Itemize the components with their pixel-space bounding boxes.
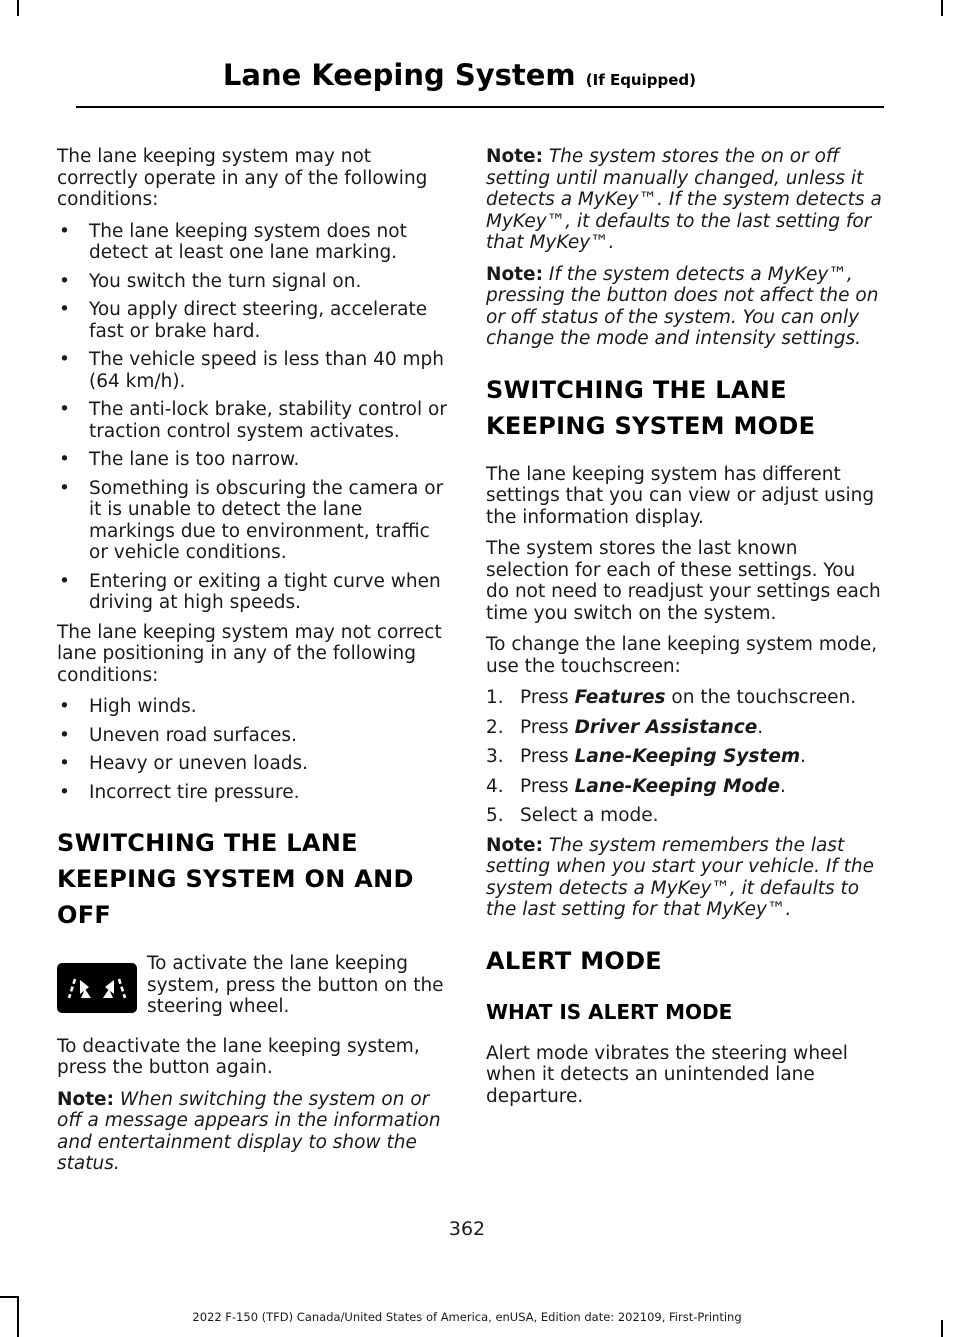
conditions-list-2 bbox=[57, 696, 449, 803]
step-number: 4. bbox=[486, 775, 504, 797]
intro-paragraph-2: The lane keeping system may not correct lane positioning in any of the following conditions: bbox=[57, 621, 442, 686]
step-number: 3. bbox=[486, 746, 504, 767]
page-header bbox=[223, 58, 696, 92]
section-heading-on-off: SWITCHING THE LANE KEEPING SYSTEM ON AND OFF bbox=[57, 829, 414, 929]
step-option: Lane-Keeping Mode bbox=[574, 775, 781, 797]
note-text: The system stores the on or off setting until manually changed, unless it detects a MyKey™. If the system detects a MyKey™, it defaults to the last setting for that MyKey™. bbox=[486, 146, 882, 253]
note-on-off bbox=[57, 1089, 449, 1175]
steps-list bbox=[486, 687, 884, 827]
step-item: 2. Press Driver Assistance. bbox=[486, 716, 764, 738]
conditions-list-1 bbox=[57, 221, 449, 614]
section-heading-alert-mode: ALERT MODE bbox=[486, 946, 662, 975]
corner-mark-bottom-right bbox=[941, 1320, 943, 1337]
note-text: The system remembers the last setting when you start your vehicle. If the system detects a MyKey™, it defaults to the last setting for that MyKey™. bbox=[486, 834, 875, 920]
step-option: Lane-Keeping System bbox=[574, 746, 801, 767]
list-item: • You switch the turn signal on. bbox=[57, 271, 449, 293]
activate-text: To activate the lane keeping system, press the button on the steering wheel. bbox=[147, 953, 444, 1017]
right-column bbox=[486, 146, 884, 1117]
list-item: • Entering or exiting a tight curve when driving at high speeds. bbox=[57, 571, 449, 614]
step-number: 1. bbox=[486, 687, 504, 708]
corner-mark-top-left bbox=[17, 0, 19, 16]
header-subtitle: (If Equipped) bbox=[585, 71, 696, 89]
note-label: Note: bbox=[486, 834, 543, 856]
lane-keeping-icon bbox=[57, 963, 137, 1013]
subsection-heading-what-is-alert-mode: WHAT IS ALERT MODE bbox=[486, 999, 733, 1024]
list-item: • Something is obscuring the camera or it is unable to detect the lane markings due to environment, traffic or vehicle conditions. bbox=[57, 478, 449, 564]
note-mykey-2 bbox=[486, 264, 884, 350]
note-label: Note: bbox=[486, 146, 543, 167]
list-item: • You apply direct steering, accelerate fast or brake hard. bbox=[57, 299, 449, 342]
header-title: Lane Keeping System bbox=[222, 58, 576, 92]
list-item: • The anti-lock brake, stability control or traction control system activates. bbox=[57, 399, 449, 442]
step-number: 2. bbox=[486, 716, 504, 738]
step-item: 1. Press Features on the touchscreen. bbox=[486, 687, 857, 708]
note-label: Note: bbox=[57, 1088, 114, 1110]
step-item: 4. Press Lane-Keeping Mode. bbox=[486, 775, 786, 797]
activate-block bbox=[57, 953, 449, 1018]
list-item: • The lane is too narrow. bbox=[57, 449, 449, 471]
mode-paragraph-3: To change the lane keeping system mode, use the touchscreen: bbox=[486, 634, 878, 677]
list-item: • Incorrect tire pressure. bbox=[57, 782, 449, 804]
page-footer: 2022 F-150 (TFD) Canada/United States of America, enUSA, Edition date: 202109, First-Printing bbox=[192, 1310, 742, 1324]
page-number: 362 bbox=[448, 1218, 486, 1240]
step-item: 3. Press Lane-Keeping System. bbox=[486, 746, 807, 767]
mode-paragraph-1: The lane keeping system has different settings that you can view or adjust using the information display. bbox=[486, 463, 875, 528]
deactivate-text: To deactivate the lane keeping system, press the button again. bbox=[57, 1035, 420, 1078]
corner-mark-bottom-left-h bbox=[0, 1296, 19, 1298]
note-label: Note: bbox=[486, 263, 543, 285]
note-remembers bbox=[486, 835, 884, 921]
section-heading-mode: SWITCHING THE LANE KEEPING SYSTEM MODE bbox=[486, 375, 816, 440]
list-item: • The lane keeping system does not detect at least one lane marking. bbox=[57, 221, 449, 264]
alert-mode-paragraph: Alert mode vibrates the steering wheel when it detects an unintended lane departure. bbox=[486, 1042, 848, 1107]
step-option: Driver Assistance bbox=[574, 716, 758, 738]
list-item: • Uneven road surfaces. bbox=[57, 725, 449, 747]
intro-paragraph-1: The lane keeping system may not correctly operate in any of the following conditions: bbox=[57, 146, 428, 210]
step-item: 5. Select a mode. bbox=[486, 805, 659, 826]
step-number: 5. bbox=[486, 805, 504, 826]
list-item: • Heavy or uneven loads. bbox=[57, 753, 449, 775]
corner-mark-top-right bbox=[941, 0, 943, 16]
note-text: If the system detects a MyKey™, pressing the button does not affect the on or off status of the system. You can only change the mode and intensity settings. bbox=[486, 263, 879, 349]
list-item: • The vehicle speed is less than 40 mph (64 km/h). bbox=[57, 349, 449, 392]
step-option: Features bbox=[574, 687, 666, 708]
header-rule bbox=[76, 106, 884, 108]
note-text: When switching the system on or off a message appears in the information and entertainment display to show the status. bbox=[57, 1088, 441, 1174]
left-column bbox=[57, 146, 449, 1185]
list-item: • High winds. bbox=[57, 696, 449, 718]
mode-paragraph-2: The system stores the last known selection for each of these settings. You do not need to readjust your settings each time you switch on the system. bbox=[486, 538, 881, 624]
note-mykey-1 bbox=[486, 146, 884, 254]
